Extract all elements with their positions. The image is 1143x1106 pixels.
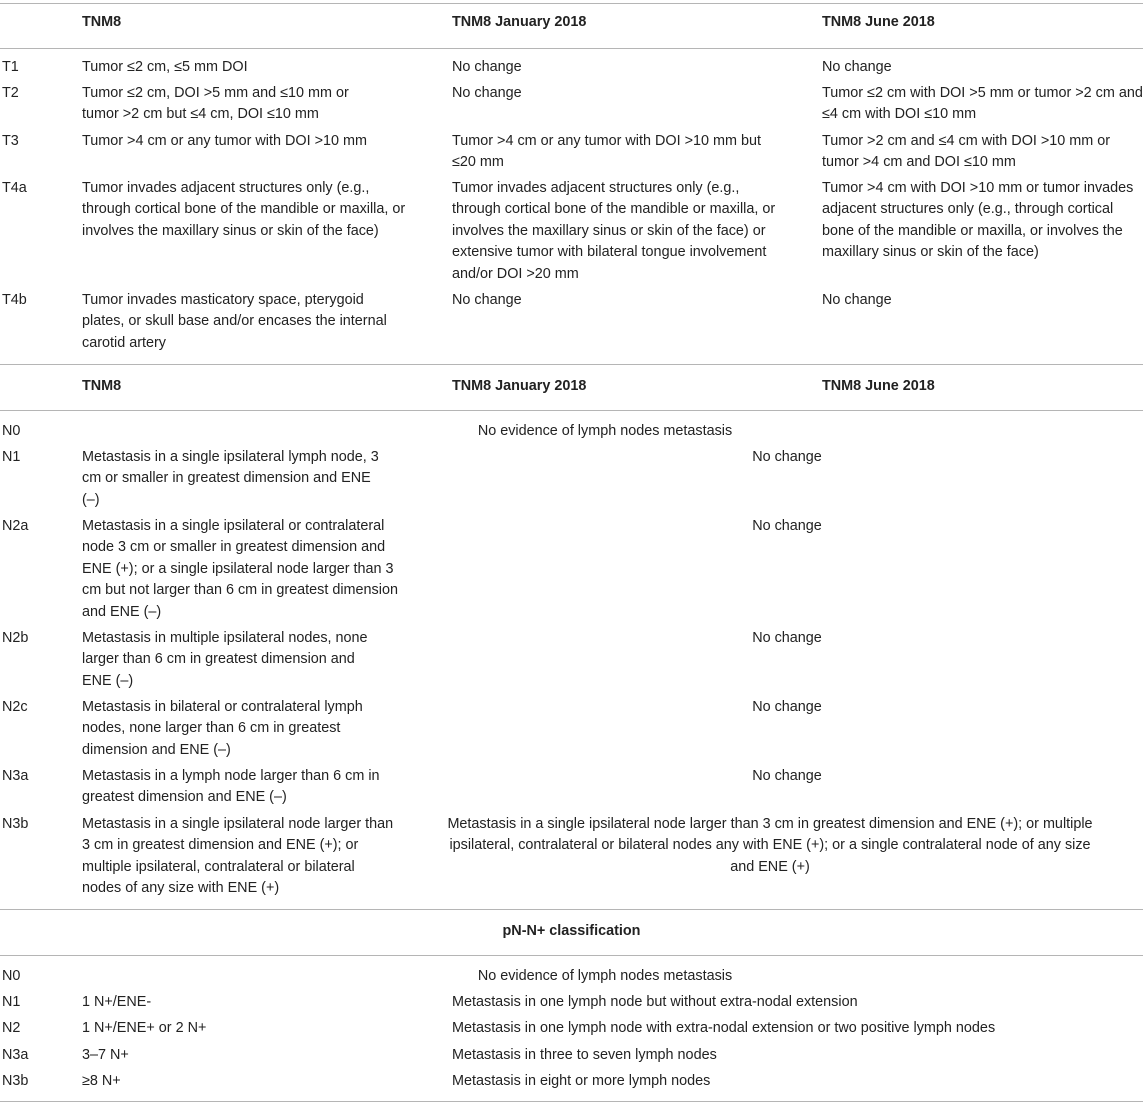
jan-2018-cell: No change	[452, 59, 522, 75]
tnm8-cell: Tumor ≤2 cm, DOI >5 mm and ≤10 mm or tumor >2 cm but ≤4 cm, DOI ≤10 mm	[82, 85, 349, 123]
jun-2018-cell: No change	[822, 292, 892, 308]
header-tnm8: TNM8	[82, 378, 122, 394]
stage-label: N0	[2, 423, 21, 439]
tnm8-cell: Metastasis in a single ipsilateral node larger than 3 cm in greatest dimension and ENE (+); or multiple ipsilateral, contralateral or bilateral nodes of any size with ENE (+)	[82, 816, 394, 897]
stage-label: N2a	[2, 518, 29, 534]
description-cell: Metastasis in one lymph node with extra-nodal extension or two positive lymph nodes	[452, 1020, 996, 1036]
code-cell: 1 N+/ENE-	[82, 994, 152, 1010]
tnm8-cell: Metastasis in bilateral or contralateral lymph nodes, none larger than 6 cm in greatest dimension and ENE (–)	[82, 699, 363, 758]
merged-cell: No change	[752, 518, 822, 534]
stage-label: N3b	[2, 816, 29, 832]
tnm8-cell: Tumor >4 cm or any tumor with DOI >10 mm	[82, 133, 367, 149]
header-tnm8: TNM8	[82, 14, 122, 30]
jan-2018-cell: Tumor >4 cm or any tumor with DOI >10 mm but ≤20 mm	[452, 133, 761, 171]
header-jan-2018: TNM8 January 2018	[452, 378, 587, 394]
stage-label: N2	[2, 1020, 21, 1036]
stage-label: N1	[2, 994, 21, 1010]
jun-2018-cell: Tumor ≤2 cm with DOI >5 mm or tumor >2 cm and ≤4 cm with DOI ≤10 mm	[822, 85, 1143, 123]
stage-label: N1	[2, 449, 21, 465]
stage-label: N2c	[2, 699, 28, 715]
merged-cell: No change	[752, 630, 822, 646]
table-rule	[0, 1101, 1143, 1102]
header-jun-2018: TNM8 June 2018	[822, 378, 935, 394]
jun-2018-cell: Tumor >2 cm and ≤4 cm with DOI >10 mm or tumor >4 cm and DOI ≤10 mm	[822, 133, 1111, 171]
code-cell: ≥8 N+	[82, 1073, 121, 1089]
header-jan-2018: TNM8 January 2018	[452, 14, 587, 30]
merged-cell: No evidence of lymph nodes metastasis	[477, 968, 733, 984]
tnm8-cell: Metastasis in a lymph node larger than 6 cm in greatest dimension and ENE (–)	[82, 768, 380, 806]
stage-label: T2	[2, 85, 19, 101]
jun-2018-cell: No change	[822, 59, 892, 75]
table-rule	[0, 3, 1143, 4]
table-rule	[0, 909, 1143, 910]
pn-classification-title: pN-N+ classification	[502, 923, 641, 939]
jan-2018-cell: No change	[452, 292, 522, 308]
jun-2018-cell: Tumor >4 cm with DOI >10 mm or tumor invades adjacent structures only (e.g., through cortical bone of the mandible or maxilla, or involves the maxillary sinus or skin of the face)	[822, 180, 1134, 261]
jan-2018-cell: Tumor invades adjacent structures only (e.g., through cortical bone of the mandible or maxilla, or involves the maxillary sinus or skin of the face) or extensive tumor with bilateral tongue involvement and/or DOI >20 mm	[452, 180, 776, 282]
code-cell: 3–7 N+	[82, 1047, 129, 1063]
tnm8-cell: Metastasis in multiple ipsilateral nodes, none larger than 6 cm in greatest dimension and ENE (–)	[82, 630, 368, 689]
stage-label: T4b	[2, 292, 27, 308]
code-cell: 1 N+/ENE+ or 2 N+	[82, 1020, 207, 1036]
table-rule	[0, 364, 1143, 365]
tnm8-cell: Metastasis in a single ipsilateral lymph node, 3 cm or smaller in greatest dimension and ENE (–)	[82, 449, 379, 508]
stage-label: N3a	[2, 1047, 29, 1063]
tnm8-cell: Tumor ≤2 cm, ≤5 mm DOI	[82, 59, 248, 75]
table-rule	[0, 955, 1143, 956]
table-rule	[0, 48, 1143, 49]
merged-cell: No evidence of lymph nodes metastasis	[477, 423, 733, 439]
description-cell: Metastasis in eight or more lymph nodes	[452, 1073, 711, 1089]
stage-label: N3a	[2, 768, 29, 784]
merged-cell: Metastasis in a single ipsilateral node larger than 3 cm in greatest dimension and ENE (+); or multiple ipsilateral, contralateral or bilateral nodes any with ENE (+); or a single contralateral node of any size and ENE (+)	[447, 816, 1093, 875]
header-jun-2018: TNM8 June 2018	[822, 14, 935, 30]
stage-label: T3	[2, 133, 19, 149]
merged-cell: No change	[752, 449, 822, 465]
stage-label: N0	[2, 968, 21, 984]
tnm8-cell: Metastasis in a single ipsilateral or contralateral node 3 cm or smaller in greatest dimension and ENE (+); or a single ipsilateral node larger than 3 cm but not larger than 6 cm in greatest dimension and ENE (–)	[82, 518, 398, 620]
description-cell: Metastasis in one lymph node but without extra-nodal extension	[452, 994, 858, 1010]
stage-label: T1	[2, 59, 19, 75]
merged-cell: No change	[752, 699, 822, 715]
stage-label: N3b	[2, 1073, 29, 1089]
description-cell: Metastasis in three to seven lymph nodes	[452, 1047, 717, 1063]
stage-label: T4a	[2, 180, 27, 196]
tnm8-cell: Tumor invades adjacent structures only (e.g., through cortical bone of the mandible or maxilla, or involves the maxillary sinus or skin of the face)	[82, 180, 406, 239]
jan-2018-cell: No change	[452, 85, 522, 101]
table-rule	[0, 410, 1143, 411]
stage-label: N2b	[2, 630, 29, 646]
tnm8-cell: Tumor invades masticatory space, pterygoid plates, or skull base and/or encases the internal carotid artery	[82, 292, 387, 351]
merged-cell: No change	[752, 768, 822, 784]
